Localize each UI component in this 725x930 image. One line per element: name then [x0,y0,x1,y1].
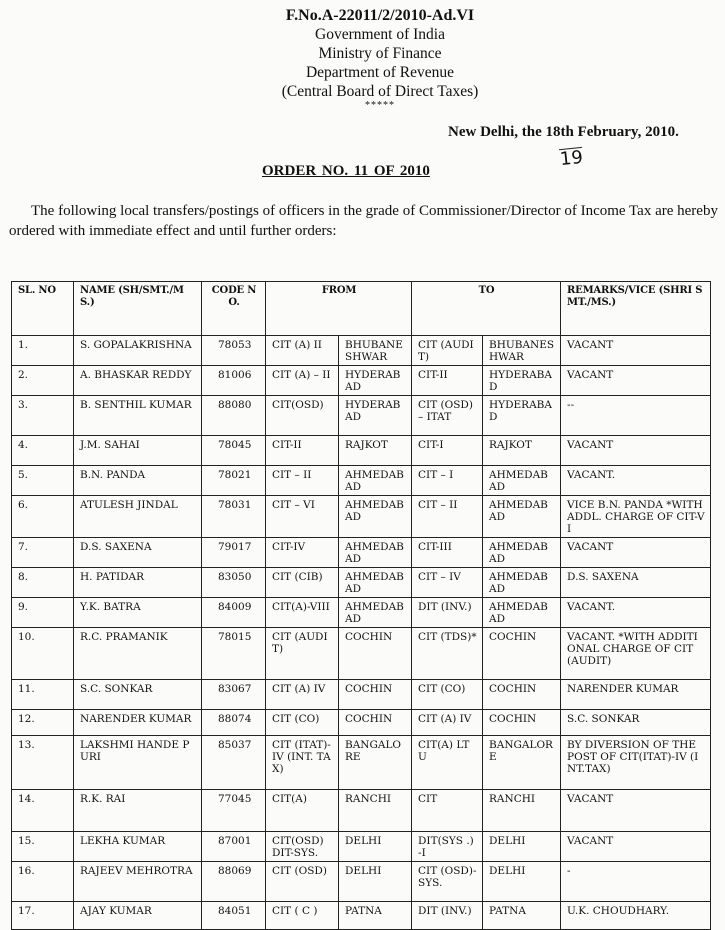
table-row [12,466,711,496]
transfer-table [11,281,711,930]
from-place-cell: BANGALO RE [339,736,412,790]
date-line: New Delhi, the 18th February, 2010. [448,124,679,140]
to-place-cell: AHMEDAB AD [483,496,561,538]
table-row [12,736,711,790]
col-header-name: NAME (SH/SMT./MS.) [74,282,202,336]
sl-no-cell: 8. [12,568,74,598]
to-place-cell: BHUBANES HWAR [483,336,561,366]
from-place-cell: RANCHI [339,790,412,832]
name-cell: Y.K. BATRA [74,598,202,628]
from-place-cell: COCHIN [339,710,412,736]
file-number: F.No.A-22011/2/2010-Ad.VI [285,7,475,24]
to-post-cell: CIT(A) LTU [412,736,483,790]
remarks-cell: VACANT. [561,598,711,628]
document-header [230,6,530,111]
code-cell: 79017 [202,538,266,568]
table-row [12,396,711,436]
table-row [12,496,711,538]
name-cell: B. SENTHIL KUMAR [74,396,202,436]
from-place-cell: HYDERAB AD [339,366,412,396]
sl-no-cell: 13. [12,736,74,790]
table-row [12,538,711,568]
table-row [12,790,711,832]
from-place-cell: AHMEDAB AD [339,538,412,568]
code-cell: 77045 [202,790,266,832]
table-header-row [12,282,711,336]
sl-no-cell: 17. [12,902,74,930]
col-header-code: CODE NO. [202,282,266,336]
remarks-cell: VACANT [561,538,711,568]
from-post-cell: CIT (A) IV [266,680,339,710]
name-cell: R.K. RAI [74,790,202,832]
from-post-cell: CIT – II [266,466,339,496]
from-post-cell: CIT(OSD) DIT-SYS. [266,832,339,862]
from-place-cell: AHMEDAB AD [339,466,412,496]
header-separator: ***** [365,100,395,111]
name-cell: H. PATIDAR [74,568,202,598]
code-cell: 78031 [202,496,266,538]
sl-no-cell: 9. [12,598,74,628]
sl-no-cell: 14. [12,790,74,832]
to-post-cell: CIT (TDS)* [412,628,483,680]
from-place-cell: DELHI [339,862,412,902]
from-post-cell: CIT ( C ) [266,902,339,930]
remarks-cell: - [561,862,711,902]
sl-no-cell: 15. [12,832,74,862]
from-place-cell: BHUBANE SHWAR [339,336,412,366]
to-place-cell: COCHIN [483,710,561,736]
name-cell: LAKSHMI HANDE PURI [74,736,202,790]
remarks-cell: VACANT. *WITH ADDITIONAL CHARGE OF CIT (AUDIT) [561,628,711,680]
to-place-cell: HYDERABA D [483,366,561,396]
table-row [12,366,711,396]
from-place-cell: AHMEDAB AD [339,568,412,598]
to-post-cell: CIT – I [412,466,483,496]
code-cell: 88074 [202,710,266,736]
table-row [12,628,711,680]
sl-no-cell: 16. [12,862,74,902]
sl-no-cell: 6. [12,496,74,538]
code-cell: 88080 [202,396,266,436]
to-post-cell: CIT – IV [412,568,483,598]
from-post-cell: CIT(A)-VIII [266,598,339,628]
to-place-cell: RANCHI [483,790,561,832]
col-header-to: TO [412,282,561,336]
sl-no-cell: 5. [12,466,74,496]
to-post-cell: CIT-I [412,436,483,466]
sl-no-cell: 2. [12,366,74,396]
to-post-cell: CIT (OSD) – ITAT [412,396,483,436]
from-post-cell: CIT – VI [266,496,339,538]
to-post-cell: CIT-III [412,538,483,568]
to-post-cell: CIT (A) IV [412,710,483,736]
code-cell: 78045 [202,436,266,466]
remarks-cell: NARENDER KUMAR [561,680,711,710]
from-post-cell: CIT (AUDIT) [266,628,339,680]
handwritten-note: 19 [558,146,584,171]
from-post-cell: CIT (CO) [266,710,339,736]
from-place-cell: RAJKOT [339,436,412,466]
remarks-cell: VACANT [561,832,711,862]
to-post-cell: CIT (AUDIT) [412,336,483,366]
header-line-government: Government of India [315,26,445,43]
to-place-cell: COCHIN [483,680,561,710]
remarks-cell: -- [561,396,711,436]
to-place-cell: DELHI [483,862,561,902]
sl-no-cell: 4. [12,436,74,466]
sl-no-cell: 7. [12,538,74,568]
from-place-cell: AHMEDAB AD [339,598,412,628]
header-line-ministry: Ministry of Finance [318,45,442,62]
name-cell: LEKHA KUMAR [74,832,202,862]
to-post-cell: CIT – II [412,496,483,538]
from-post-cell: CIT (A) II [266,336,339,366]
table-row [12,902,711,930]
to-post-cell: DIT (INV.) [412,598,483,628]
name-cell: D.S. SAXENA [74,538,202,568]
to-place-cell: COCHIN [483,628,561,680]
intro-paragraph: The following local transfers/postings of officers in the grade of Commissioner/Director of Income Tax are hereby ordered with immediate effect and until further orders: [9,203,718,239]
header-line-department: Department of Revenue [305,64,455,81]
code-cell: 83050 [202,568,266,598]
code-cell: 81006 [202,366,266,396]
from-place-cell: COCHIN [339,680,412,710]
name-cell: RAJEEV MEHROTRA [74,862,202,902]
to-place-cell: RAJKOT [483,436,561,466]
table-row [12,862,711,902]
name-cell: A. BHASKAR REDDY [74,366,202,396]
remarks-cell: VACANT [561,790,711,832]
table-row [12,436,711,466]
to-post-cell: CIT [412,790,483,832]
name-cell: S.C. SONKAR [74,680,202,710]
remarks-cell: VACANT [561,436,711,466]
to-post-cell: CIT-II [412,366,483,396]
from-post-cell: CIT (CIB) [266,568,339,598]
code-cell: 84051 [202,902,266,930]
table-row [12,598,711,628]
table-row [12,710,711,736]
from-post-cell: CIT(OSD) [266,396,339,436]
code-cell: 88069 [202,862,266,902]
code-cell: 85037 [202,736,266,790]
table-row [12,568,711,598]
remarks-cell: D.S. SAXENA [561,568,711,598]
name-cell: R.C. PRAMANIK [74,628,202,680]
to-post-cell: CIT (CO) [412,680,483,710]
to-post-cell: DIT(SYS .)-I [412,832,483,862]
from-post-cell: CIT(A) [266,790,339,832]
code-cell: 83067 [202,680,266,710]
to-place-cell: HYDERABA D [483,396,561,436]
to-post-cell: DIT (INV.) [412,902,483,930]
col-header-from: FROM [266,282,412,336]
to-place-cell: PATNA [483,902,561,930]
remarks-cell: VACANT. [561,466,711,496]
code-cell: 78015 [202,628,266,680]
to-place-cell: AHMEDAB AD [483,538,561,568]
to-post-cell: CIT (OSD)- SYS. [412,862,483,902]
remarks-cell: U.K. CHOUDHARY. [561,902,711,930]
to-place-cell: AHMEDAB AD [483,598,561,628]
col-header-remarks: REMARKS/VICE (SHRI SMT./MS.) [561,282,711,336]
from-post-cell: CIT (OSD) [266,862,339,902]
to-place-cell: DELHI [483,832,561,862]
sl-no-cell: 12. [12,710,74,736]
table-row [12,832,711,862]
remarks-cell: VACANT [561,366,711,396]
name-cell: NARENDER KUMAR [74,710,202,736]
table-row [12,336,711,366]
table-row [12,680,711,710]
from-place-cell: COCHIN [339,628,412,680]
header-line-board: (Central Board of Direct Taxes) [281,83,479,100]
sl-no-cell: 3. [12,396,74,436]
order-title: ORDER NO. 11 OF 2010 [262,163,430,179]
to-place-cell: AHMEDAB AD [483,568,561,598]
from-place-cell: PATNA [339,902,412,930]
remarks-cell: S.C. SONKAR [561,710,711,736]
to-place-cell: BANGALOR E [483,736,561,790]
from-post-cell: CIT-II [266,436,339,466]
name-cell: B.N. PANDA [74,466,202,496]
name-cell: ATULESH JINDAL [74,496,202,538]
code-cell: 78021 [202,466,266,496]
code-cell: 84009 [202,598,266,628]
name-cell: AJAY KUMAR [74,902,202,930]
code-cell: 78053 [202,336,266,366]
code-cell: 87001 [202,832,266,862]
from-post-cell: CIT (ITAT)-IV (INT. TAX) [266,736,339,790]
from-post-cell: CIT-IV [266,538,339,568]
remarks-cell: VACANT [561,336,711,366]
from-place-cell: DELHI [339,832,412,862]
col-header-sl-no: SL. NO [12,282,74,336]
from-post-cell: CIT (A) – II [266,366,339,396]
remarks-cell: VICE B.N. PANDA *WITH ADDL. CHARGE OF CIT-VI [561,496,711,538]
name-cell: J.M. SAHAI [74,436,202,466]
from-place-cell: AHMEDAB AD [339,496,412,538]
from-place-cell: HYDERAB AD [339,396,412,436]
remarks-cell: BY DIVERSION OF THE POST OF CIT(ITAT)-IV (INT.TAX) [561,736,711,790]
sl-no-cell: 10. [12,628,74,680]
sl-no-cell: 11. [12,680,74,710]
sl-no-cell: 1. [12,336,74,366]
name-cell: S. GOPALAKRISHNA [74,336,202,366]
to-place-cell: AHMEDAB AD [483,466,561,496]
